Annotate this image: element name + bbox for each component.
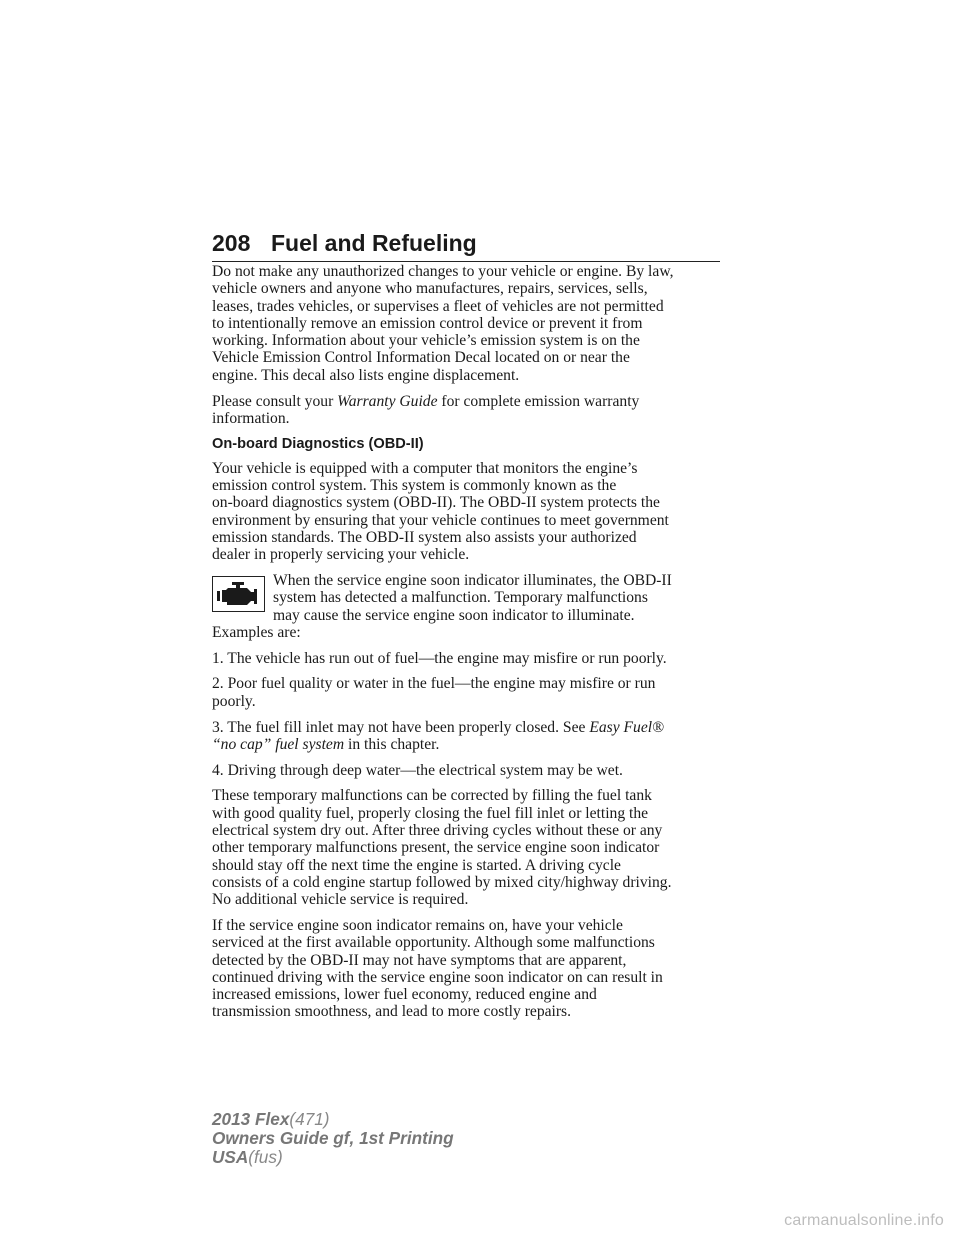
heading-obd: On-board Diagnostics (OBD-II) — [212, 435, 424, 452]
text-line: These temporary malfunctions can be corrected by filling the fuel tank — [212, 787, 652, 805]
text-line: emission control system. This system is commonly known as the — [212, 476, 617, 494]
text-line: electrical system dry out. After three driving cycles without these or any — [212, 822, 663, 840]
text-line: continued driving with the service engine soon indicator on can result in — [212, 968, 663, 986]
text-line: emission standards. The OBD-II system also assists your authorized — [212, 528, 637, 546]
watermark: carmanualsonline.info — [784, 1212, 944, 1229]
text-line: dealer in properly servicing your vehicle. — [212, 546, 470, 564]
paragraph-obd-intro — [212, 460, 720, 564]
text-run: Please consult your — [212, 392, 338, 410]
paragraph-indicator-remains-on — [212, 917, 720, 1021]
text-line: When the service engine soon indicator illuminates, the OBD-II — [273, 571, 672, 589]
text-line: 2. Poor fuel quality or water in the fuel—the engine may misfire or run — [212, 675, 656, 693]
text-line: leases, trades vehicles, or supervises a fleet of vehicles are not permitted — [212, 297, 664, 315]
text-line: may cause the service engine soon indicator to illuminate. — [273, 606, 635, 624]
no-cap-fuel-system-reference: “no cap” fuel system — [212, 735, 345, 753]
easy-fuel-reference: Easy Fuel® — [589, 718, 664, 736]
text-line: poorly. — [212, 692, 256, 710]
page-content — [212, 263, 720, 1029]
text-line: Your vehicle is equipped with a computer that monitors the engine’s — [212, 459, 638, 477]
section-title: Fuel and Refueling — [271, 230, 477, 256]
footer-code: (471) — [289, 1109, 330, 1129]
text-line: information. — [212, 409, 290, 427]
print-footer — [212, 1110, 532, 1167]
text-line: vehicle owners and anyone who manufactures, repairs, services, sells, — [212, 280, 648, 298]
text-run: for complete emission warranty — [437, 392, 640, 410]
text-line: serviced at the first available opportunity. Although some malfunctions — [212, 934, 655, 952]
service-engine-soon-text — [212, 572, 720, 624]
list-item-2 — [212, 675, 720, 710]
list-item-4: 4. Driving through deep water—the electrical system may be wet. — [212, 761, 623, 779]
text-line: Vehicle Emission Control Information Decal located on or near the — [212, 349, 630, 367]
text-line: should stay off the next time the engine is started. A driving cycle — [212, 856, 621, 874]
text-line: with good quality fuel, properly closing the fuel fill inlet or letting the — [212, 804, 649, 822]
list-item-1: 1. The vehicle has run out of fuel—the engine may misfire or run poorly. — [212, 649, 667, 667]
footer-market-code: (fus) — [248, 1147, 283, 1167]
text-line: detected by the OBD-II may not have symptoms that are apparent, — [212, 951, 627, 969]
paragraph-temporary-malfunctions — [212, 787, 720, 908]
text-run: 3. The fuel fill inlet may not have been properly closed. See — [212, 718, 590, 736]
text-line: If the service engine soon indicator remains on, have your vehicle — [212, 917, 623, 934]
footer-line-3 — [212, 1148, 532, 1167]
examples-label: Examples are: — [212, 623, 301, 641]
page-number: 208 — [212, 230, 251, 256]
page-header — [212, 228, 720, 262]
text-line: working. Information about your vehicle’s emission system is on the — [212, 332, 640, 350]
footer-model: 2013 Flex — [212, 1109, 290, 1129]
footer-market: USA — [212, 1147, 249, 1167]
text-line: on-board diagnostics system (OBD-II). The OBD-II system protects the — [212, 494, 660, 512]
text-line: system has detected a malfunction. Temporary malfunctions — [273, 589, 648, 607]
footer-line-1 — [212, 1110, 532, 1129]
text-run: in this chapter. — [344, 735, 440, 753]
text-line: engine. This decal also lists engine displacement. — [212, 366, 520, 384]
list-item-3 — [212, 719, 720, 754]
footer-line-2: Owners Guide gf, 1st Printing — [212, 1128, 454, 1148]
paragraph-warranty — [212, 393, 720, 428]
text-line: other temporary malfunctions present, the service engine soon indicator — [212, 839, 660, 857]
service-engine-soon-section — [212, 572, 720, 641]
engine-icon — [212, 576, 265, 612]
header-rule — [212, 261, 720, 262]
warranty-guide-reference: Warranty Guide — [337, 392, 438, 410]
text-line: transmission smoothness, and lead to more costly repairs. — [212, 1003, 572, 1021]
text-line: Do not make any unauthorized changes to your vehicle or engine. By law, — [212, 263, 674, 280]
text-line: increased emissions, lower fuel economy, reduced engine and — [212, 986, 597, 1004]
text-line: No additional vehicle service is required. — [212, 891, 469, 909]
text-line: consists of a cold engine startup followed by mixed city/highway driving. — [212, 873, 672, 891]
paragraph-emission-changes — [212, 263, 720, 384]
text-line: environment by ensuring that your vehicle continues to meet government — [212, 511, 669, 529]
text-line: to intentionally remove an emission control device or prevent it from — [212, 314, 643, 332]
